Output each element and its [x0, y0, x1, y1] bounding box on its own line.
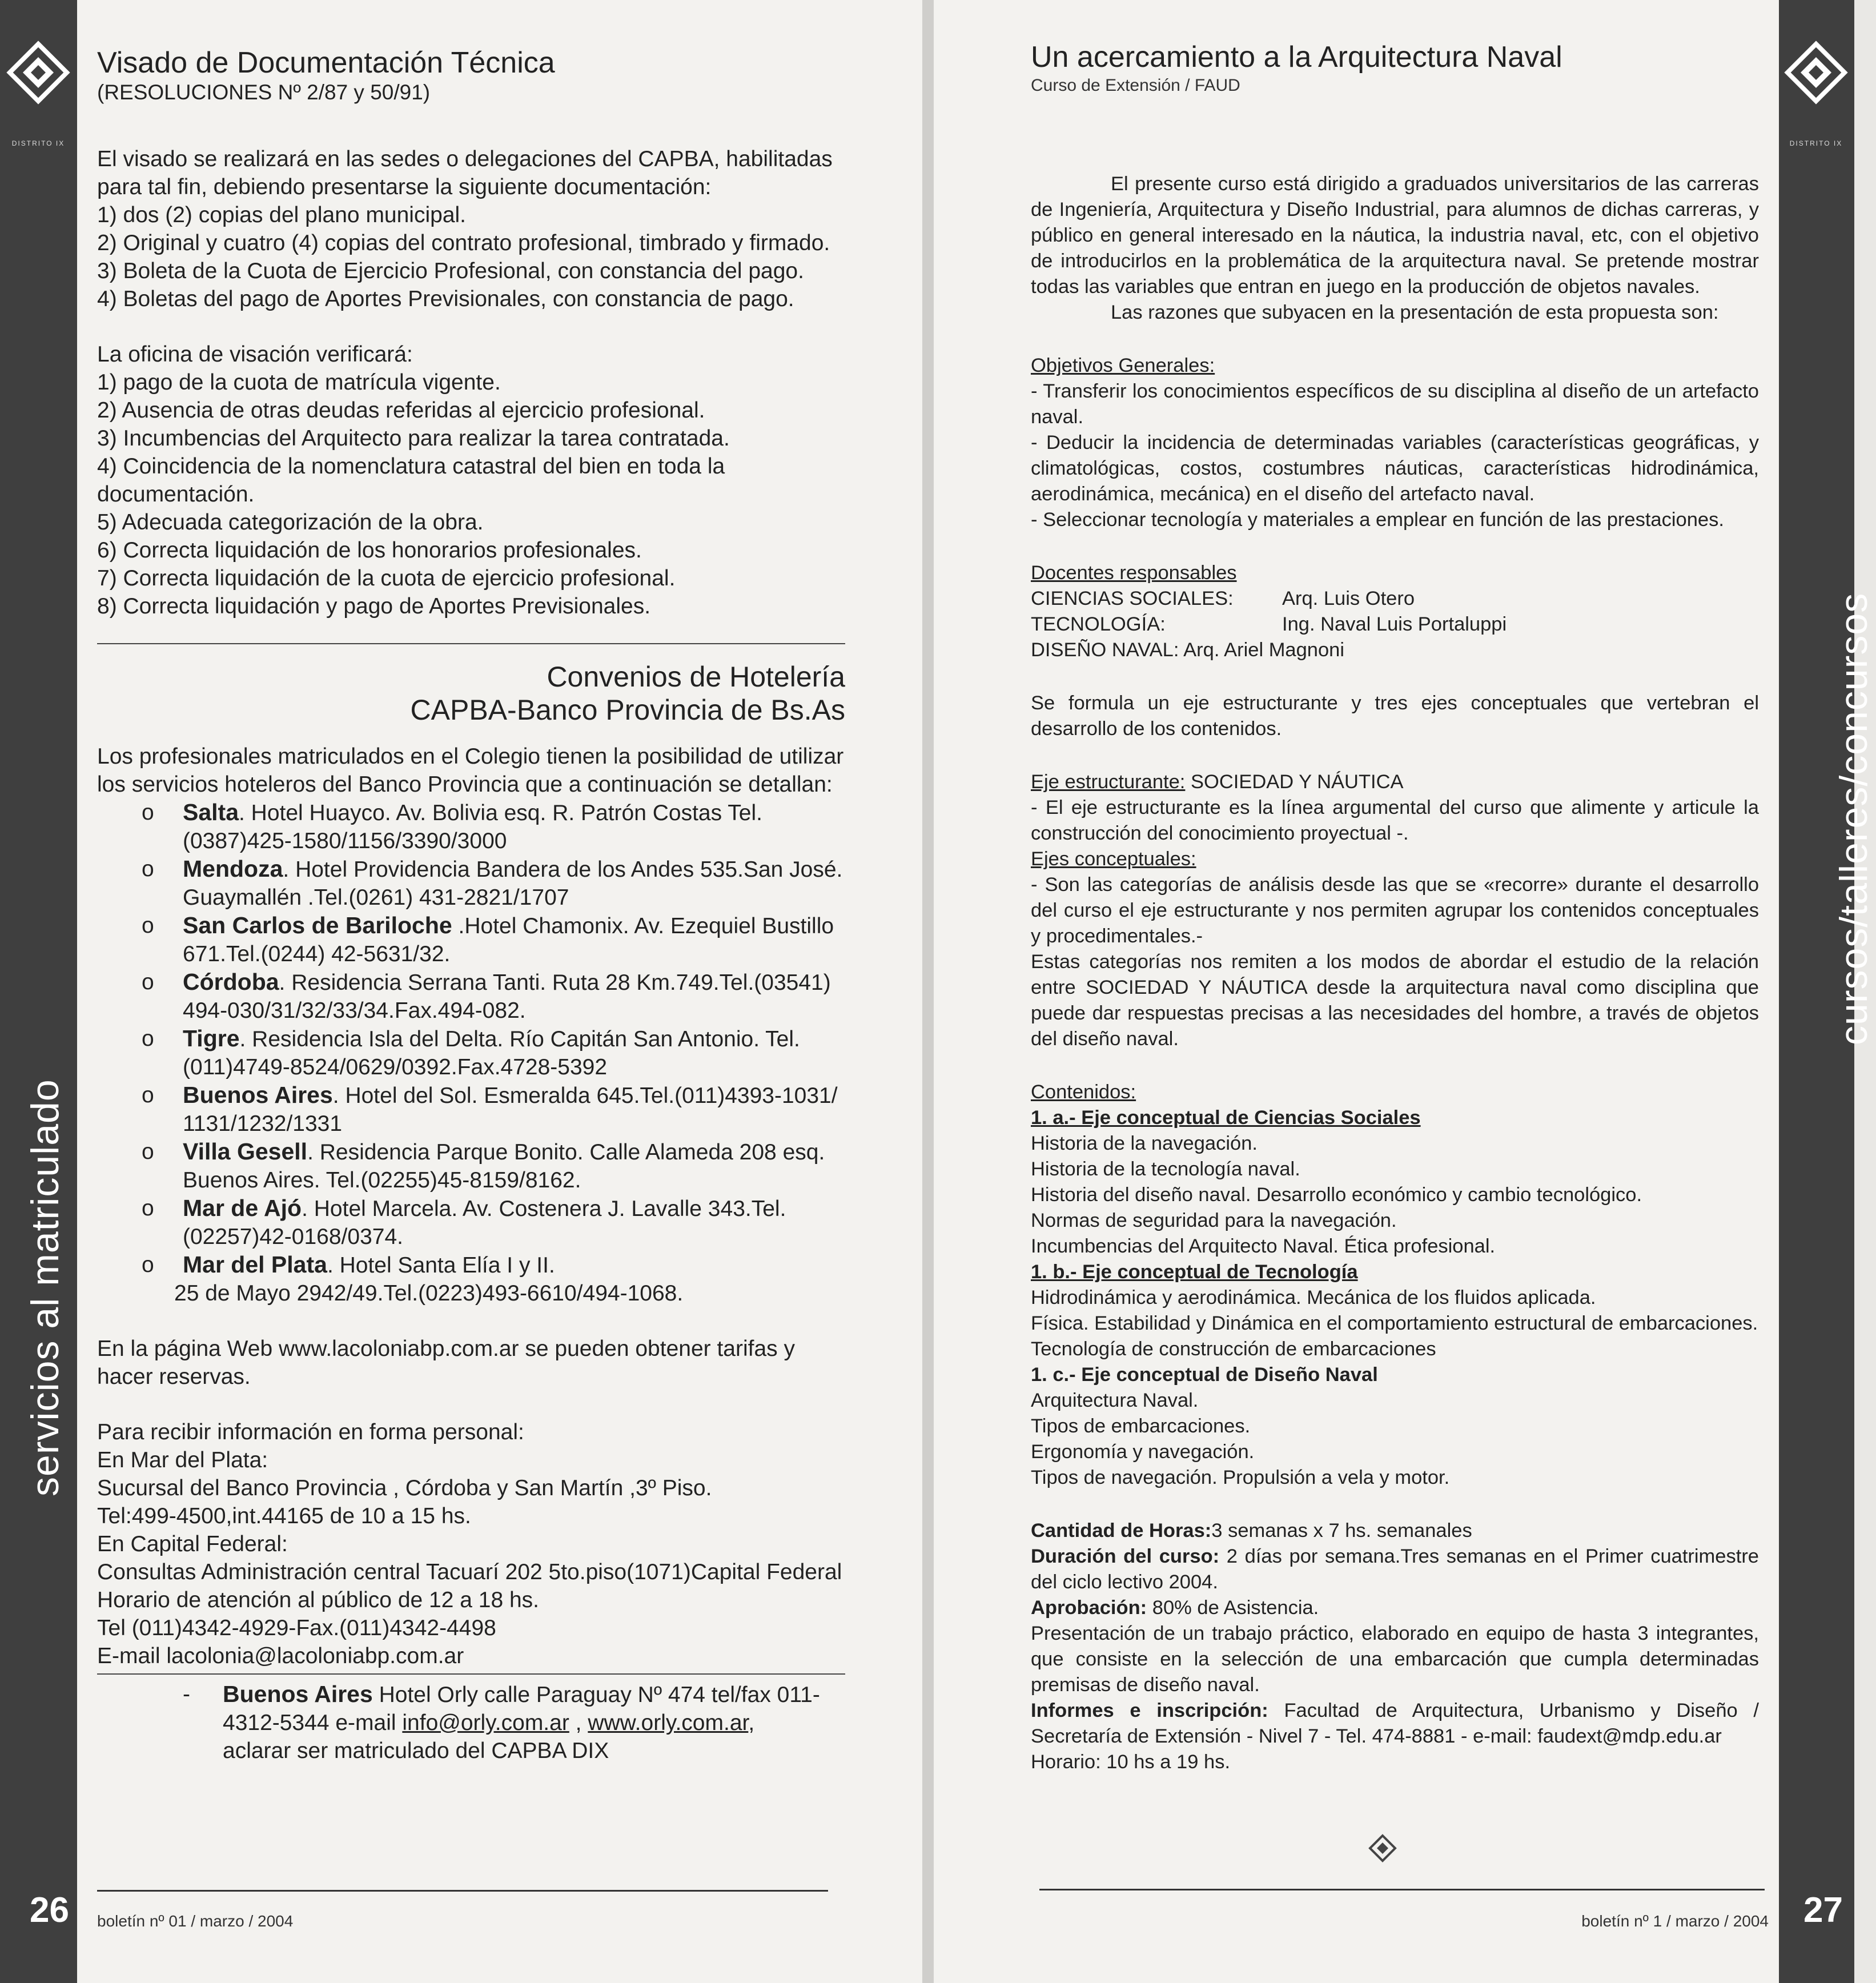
convenios-intro: Los profesionales matriculados en el Colegio tienen la posibilidad de utilizar los servicios hoteleros del Banco Provincia que a continuación se detallan: — [97, 744, 844, 797]
orly-web-link[interactable]: www.orly.com.ar — [588, 1711, 749, 1735]
info-line: Consultas Administración central Tacuarí 202 5to.piso(1071)Capital Federal — [97, 1560, 842, 1584]
right-page — [934, 0, 1875, 1983]
hotel-details: . Hotel Huayco. Av. Bolivia esq. R. Patrón Costas Tel.(0387)425-1580/1156/3390/3000 — [183, 801, 762, 853]
footer-text: boletín nº 01 / marzo / 2004 — [97, 1912, 294, 1930]
visado-intro: El visado se realizará en las sedes o delegaciones del CAPBA, habilitadas para tal fin, debiendo presentarse la siguiente documentación: — [97, 147, 833, 199]
hotel-city: Villa Gesell — [183, 1138, 308, 1165]
contenido-item: Hidrodinámica y aerodinámica. Mecánica de los fluidos aplicada. — [1031, 1287, 1596, 1308]
hotel-city: Mar de Ajó — [183, 1195, 302, 1221]
section-title-vertical: servicios al matriculado — [23, 1079, 67, 1496]
formula-paragraph: Se formula un eje estructurante y tres ejes conceptuales que vertebran el desarrollo de los contenidos. — [1031, 692, 1759, 740]
docente-row: DISEÑO NAVAL: Arq. Ariel Magnoni — [1031, 639, 1345, 661]
hotel-item: o Villa Gesell. Residencia Parque Bonito. Calle Alameda 208 esq. Buenos Aires. Tel.(02255)45-8159/8162. — [142, 1138, 825, 1193]
capba-mark-icon — [1368, 1833, 1397, 1868]
hotel-details: .Hotel Chamonix. Av. Ezequiel Bustillo 671.Tel.(0244) 42-5631/32. — [183, 914, 834, 966]
eje-heading: 1. b.- Eje conceptual de Tecnología — [1031, 1261, 1358, 1283]
hotel-address: 25 de Mayo 2942/49.Tel.(0223)493-6610/494-1068. — [174, 1281, 684, 1306]
orly-item: - Buenos Aires Hotel Orly calle Paraguay Nº 474 tel/fax 011-4312-5344 e-mail info@orly.com.ar , www.orly.com.ar, aclarar ser matriculado del CAPBA DIX — [183, 1681, 820, 1763]
verify-item: 4) Coincidencia de la nomenclatura catastral del bien en toda la documentación. — [97, 454, 725, 507]
objetivo-item: - Transferir los conocimientos específicos de su disciplina al diseño de un artefacto naval. — [1031, 380, 1759, 428]
page-number: 26 — [30, 1890, 69, 1930]
footer-text: boletín nº 1 / marzo / 2004 — [1581, 1912, 1769, 1930]
convenios-title: Convenios de Hotelería — [547, 661, 845, 693]
hotel-city: San Carlos de Bariloche — [183, 912, 452, 938]
ejes-conceptuales-text: - Son las categorías de análisis desde las que se «recorre» durante el desarrollo del curso el eje estructurante y nos permiten agrupar los contenidos conceptuales y procedimentales.- — [1031, 874, 1759, 947]
hotel-details: . Hotel Providencia Bandera de los Andes 535.San José. Guaymallén .Tel.(0261) 431-2821/1707 — [183, 857, 843, 910]
hotel-list — [97, 798, 845, 1279]
capba-logo — [1785, 41, 1847, 147]
hotel-city: Mendoza — [183, 856, 283, 882]
aprobacion-text: Presentación de un trabajo práctico, elaborado en equipo de hasta 3 integrantes, que consiste en la selección de una embarcación que cumpla determinadas premisas de diseño naval. — [1031, 1623, 1759, 1696]
hotel-city: Buenos Aires — [223, 1681, 373, 1707]
doc-item: 1) dos (2) copias del plano municipal. — [97, 203, 467, 227]
hotel-item: o San Carlos de Bariloche .Hotel Chamonix. Av. Ezequiel Bustillo 671.Tel.(0244) 42-5631/32. — [142, 912, 834, 966]
cantidad-horas: Cantidad de Horas:3 semanas x 7 hs. semanales — [1031, 1520, 1472, 1542]
hotel-item: o Tigre. Residencia Isla del Delta. Río Capitán San Antonio. Tel.(011)4749-8524/0629/0392.Fax.4728-5392 — [142, 1025, 800, 1079]
hotel-item: o Mendoza. Hotel Providencia Bandera de los Andes 535.San José. Guaymallén .Tel.(0261) 431-2821/1707 — [142, 856, 843, 910]
logo-caption: DISTRITO IX — [11, 139, 65, 147]
section-divider — [97, 1673, 845, 1675]
hotel-item: o Buenos Aires. Hotel del Sol. Esmeralda 645.Tel.(011)4393-1031/ 1131/1232/1331 — [142, 1082, 838, 1136]
hotel-city: Córdoba — [183, 969, 279, 995]
doc-item: 4) Boletas del pago de Aportes Previsionales, con constancia de pago. — [97, 287, 794, 311]
info-line: En Mar del Plata: — [97, 1448, 268, 1472]
hotel-details: . Residencia Serrana Tanti. Ruta 28 Km.749.Tel.(03541) 494-030/31/32/33/34.Fax.494-082. — [183, 970, 831, 1023]
verify-item: 2) Ausencia de otras deudas referidas al ejercicio profesional. — [97, 398, 705, 423]
ejes-conceptuales-heading: Ejes conceptuales: — [1031, 848, 1196, 870]
informes: Informes e inscripción: Facultad de Arquitectura, Urbanismo y Diseño / Secretaría de Extensión - Nivel 7 - Tel. 474-8881 - e-mail: faudext@mdp.edu.ar — [1031, 1700, 1759, 1747]
horario: Horario: 10 hs a 19 hs. — [1031, 1751, 1231, 1773]
verify-item: 8) Correcta liquidación y pago de Aportes Previsionales. — [97, 594, 651, 619]
hotel-city: Buenos Aires — [183, 1082, 333, 1108]
info-line: Tel:499-4500,int.44165 de 10 a 15 hs. — [97, 1504, 471, 1528]
hotel-details: . Hotel Marcela. Av. Costenera J. Lavalle 343.Tel.(02257)42-0168/0374. — [183, 1197, 786, 1249]
verify-item: 5) Adecuada categorización de la obra. — [97, 510, 484, 535]
verify-item: 6) Correcta liquidación de los honorarios profesionales. — [97, 538, 642, 563]
contenido-item: Historia de la tecnología naval. — [1031, 1158, 1300, 1180]
aprobacion: Aprobación: 80% de Asistencia. — [1031, 1597, 1319, 1619]
contenidos-heading: Contenidos: — [1031, 1081, 1136, 1103]
eje-heading: 1. a.- Eje conceptual de Ciencias Sociales — [1031, 1107, 1421, 1129]
visado-title: Visado de Documentación Técnica — [97, 46, 555, 79]
contenido-item: Incumbencias del Arquitecto Naval. Ética profesional. — [1031, 1235, 1496, 1257]
contenido-item: Arquitectura Naval. — [1031, 1390, 1199, 1411]
verify-item: 7) Correcta liquidación de la cuota de ejercicio profesional. — [97, 566, 676, 591]
contenido-item: Tipos de navegación. Propulsión a vela y motor. — [1031, 1467, 1450, 1488]
info-line: Sucursal del Banco Provincia , Córdoba y San Martín ,3º Piso. — [97, 1476, 712, 1500]
left-page — [0, 0, 922, 1983]
web-note: En la página Web www.lacoloniabp.com.ar se pueden obtener tarifas y hacer reservas. — [97, 1336, 796, 1389]
info-line: Horario de atención al público de 12 a 18 hs. — [97, 1588, 540, 1612]
info-line: En Capital Federal: — [97, 1532, 288, 1556]
hotel-item: o Mar de Ajó. Hotel Marcela. Av. Costenera J. Lavalle 343.Tel.(02257)42-0168/0374. — [142, 1195, 786, 1249]
course-subtitle: Curso de Extensión / FAUD — [1031, 76, 1240, 95]
intro-paragraph: El presente curso está dirigido a graduados universitarios de las carreras de Ingeniería, Arquitectura y Diseño Industrial, para alumnos de dichas carreras, y público en general interesado en la náutica, la industria naval, etc, con el objetivo de introducirlos en la problemática de la arquitectura naval. Se pretende mostrar todas las variables que entran en juego en la producción de objetos navales. — [1031, 173, 1759, 298]
visado-subtitle: (RESOLUCIONES Nº 2/87 y 50/91) — [97, 81, 431, 104]
doc-item: 2) Original y cuatro (4) copias del contrato profesional, timbrado y firmado. — [97, 231, 830, 255]
hotel-city: Mar del Plata — [183, 1251, 327, 1278]
info-line: Para recibir información en forma personal: — [97, 1420, 524, 1444]
intro-paragraph-2: Las razones que subyacen en la presentación de esta propuesta son: — [1111, 302, 1719, 323]
contenido-item: Historia del diseño naval. Desarrollo económico y cambio tecnológico. — [1031, 1184, 1642, 1206]
hotel-item: o Córdoba. Residencia Serrana Tanti. Ruta 28 Km.749.Tel.(03541) 494-030/31/32/33/34.Fax.494-082. — [142, 969, 831, 1023]
capba-logo — [7, 41, 70, 147]
hotel-details: . Hotel del Sol. Esmeralda 645.Tel.(011)4393-1031/ 1131/1232/1331 — [183, 1083, 838, 1136]
objetivo-item: - Seleccionar tecnología y materiales a emplear en función de las prestaciones. — [1031, 509, 1724, 531]
objetivo-item: - Deducir la incidencia de determinadas variables (características geográficas, y climatológicas, costos, costumbres náuticas, características hidrodinámica, aerodinámica, mecánica) en el diseño del artefacto naval. — [1031, 432, 1759, 505]
footer-rule — [1039, 1889, 1765, 1890]
left-column — [97, 46, 845, 1765]
section-divider — [97, 643, 845, 644]
info-line: Tel (011)4342-4929-Fax.(011)4342-4498 — [97, 1616, 496, 1640]
categorias-text: Estas categorías nos remiten a los modos de abordar el estudio de la relación entre SOCIEDAD Y NÁUTICA desde la arquitectura naval como disciplina que puede dar respuestas precisas a las necesidades del hombre, a través de objetos del diseño naval. — [1031, 951, 1759, 1050]
verify-item: 1) pago de la cuota de matrícula vigente. — [97, 370, 501, 395]
eje-text: - El eje estructurante es la línea argumental del curso que alimente y articule la construcción del conocimiento proyectual -. — [1031, 797, 1759, 844]
hotel-details: . Hotel Santa Elía I y II. — [327, 1253, 555, 1278]
hotel-city: Salta — [183, 799, 239, 825]
right-column — [1031, 40, 1759, 1775]
footer-rule — [97, 1890, 828, 1892]
hotel-details: . Residencia Isla del Delta. Río Capitán San Antonio. Tel.(011)4749-8524/0629/0392.Fax.4728-5392 — [183, 1027, 800, 1079]
eje-heading: 1. c.- Eje conceptual de Diseño Naval — [1031, 1364, 1378, 1386]
hotel-details: . Residencia Parque Bonito. Calle Alameda 208 esq. Buenos Aires. Tel.(02255)45-8159/8162. — [183, 1140, 825, 1193]
duracion: Duración del curso: 2 días por semana.Tres semanas en el Primer cuatrimestre del ciclo lectivo 2004. — [1031, 1546, 1759, 1593]
contenido-item: Ergonomía y navegación. — [1031, 1441, 1255, 1463]
course-title: Un acercamiento a la Arquitectura Naval — [1031, 41, 1562, 74]
contenido-item: Historia de la navegación. — [1031, 1133, 1258, 1154]
page-number: 27 — [1803, 1890, 1843, 1930]
verify-intro: La oficina de visación verificará: — [97, 342, 413, 367]
info-line: E-mail lacolonia@lacoloniabp.com.ar — [97, 1644, 464, 1668]
docentes-heading: Docentes responsables — [1031, 562, 1237, 584]
hotel-item: o Mar del Plata. Hotel Santa Elía I y II. — [142, 1251, 555, 1278]
hotel-item: o Salta. Hotel Huayco. Av. Bolivia esq. R. Patrón Costas Tel.(0387)425-1580/1156/3390/3000 — [142, 799, 762, 853]
docente-row: CIENCIAS SOCIALES: Arq. Luis Otero — [1031, 588, 1415, 609]
orly-email-link[interactable]: info@orly.com.ar — [402, 1711, 569, 1735]
contenido-item: Tecnología de construcción de embarcaciones — [1031, 1338, 1436, 1360]
docente-row: TECNOLOGÍA: Ing. Naval Luis Portaluppi — [1031, 613, 1507, 635]
convenios-subtitle: CAPBA-Banco Provincia de Bs.As — [410, 694, 845, 726]
doc-item: 3) Boleta de la Cuota de Ejercicio Profesional, con constancia del pago. — [97, 259, 804, 283]
logo-caption: DISTRITO IX — [1789, 139, 1843, 147]
contenido-item: Física. Estabilidad y Dinámica en el comportamiento estructural de embarcaciones. — [1031, 1312, 1758, 1334]
verify-item: 3) Incumbencias del Arquitecto para realizar la tarea contratada. — [97, 426, 730, 451]
eje-estructurante: Eje estructurante: SOCIEDAD Y NÁUTICA — [1031, 771, 1404, 793]
left-side-band — [0, 0, 77, 1983]
contenido-item: Tipos de embarcaciones. — [1031, 1415, 1251, 1437]
hotel-city: Tigre — [183, 1025, 240, 1051]
section-title-vertical: cursos/talleres/concursos — [1832, 592, 1875, 1045]
contenido-item: Normas de seguridad para la navegación. — [1031, 1210, 1397, 1231]
right-side-band — [1779, 0, 1875, 1983]
objetivos-heading: Objetivos Generales: — [1031, 355, 1215, 376]
